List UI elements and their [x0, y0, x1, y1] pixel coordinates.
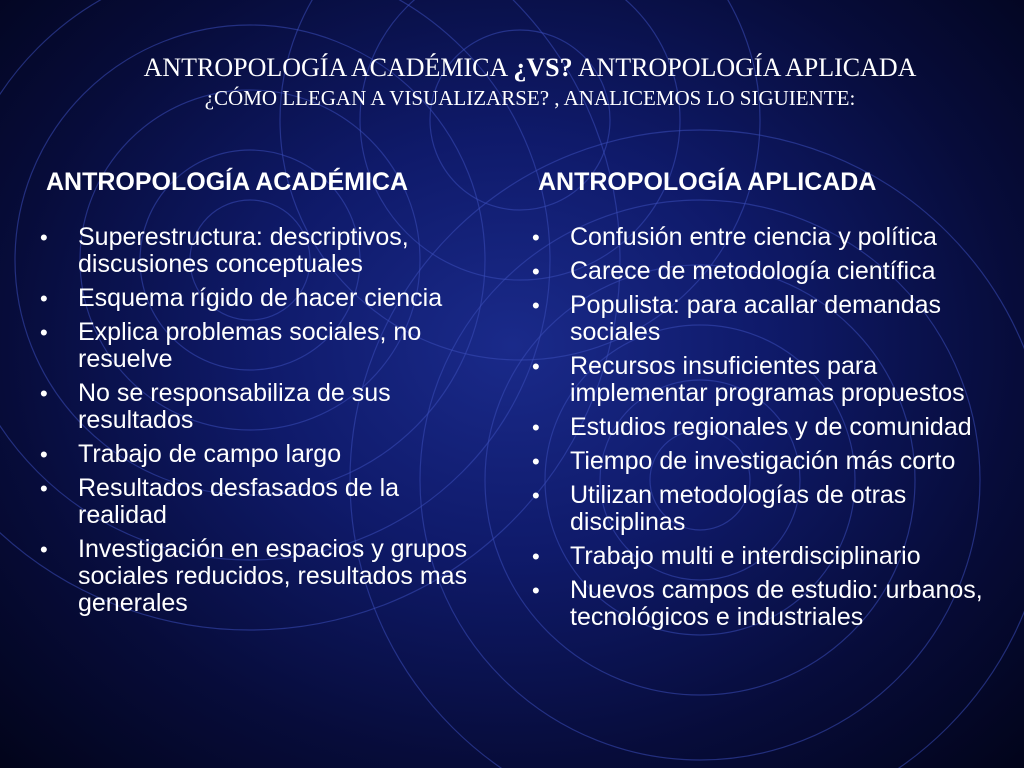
bullet-icon: •: [40, 225, 48, 250]
list-item-text: Recursos insuficientes para implementar programas propuestos: [570, 352, 965, 407]
list-item-text: Carece de metodología científica: [570, 257, 936, 285]
bullet-icon: •: [40, 442, 48, 467]
bullet-icon: •: [532, 225, 540, 250]
bullet-icon: •: [532, 483, 540, 508]
list-item: [40, 284, 486, 312]
list-item-text: Investigación en espacios y grupos sociales reducidos, resultados mas generales: [78, 535, 468, 617]
list-item-text: Tiempo de investigación más corto: [570, 447, 956, 475]
list-item-text: Confusión entre ciencia y política: [570, 223, 937, 251]
bullet-icon: •: [532, 578, 540, 603]
list-item-text: Trabajo de campo largo: [78, 440, 342, 468]
list-aplicada: [532, 223, 1008, 631]
title-part-academica: ANTROPOLOGÍA ACADÉMICA: [143, 53, 514, 82]
list-item: [532, 352, 1008, 407]
title-line-1: [40, 52, 1020, 84]
bullet-icon: •: [40, 537, 48, 562]
bullet-icon: •: [532, 415, 540, 440]
list-item-text: Estudios regionales y de comunidad: [570, 413, 972, 441]
title-line-2: ¿CÓMO LLEGAN A VISUALIZARSE? , ANALICEMOS LO SIGUIENTE:: [204, 86, 856, 110]
list-item: [532, 223, 1008, 251]
bullet-icon: •: [40, 476, 48, 501]
list-item: [40, 474, 486, 529]
list-item-text: Resultados desfasados de la realidad: [78, 474, 400, 529]
list-item: [532, 542, 1008, 570]
list-item: [532, 481, 1008, 536]
column-academica: [40, 166, 486, 624]
heading-aplicada: ANTROPOLOGÍA APLICADA: [538, 168, 877, 196]
list-item: [40, 440, 486, 468]
heading-academica: ANTROPOLOGÍA ACADÉMICA: [46, 168, 409, 196]
list-item-text: Utilizan metodologías de otras disciplinas: [570, 481, 907, 536]
slide-title: [40, 52, 1020, 112]
bullet-icon: •: [532, 544, 540, 569]
title-vs: ¿VS?: [513, 53, 573, 82]
list-item: [40, 318, 486, 373]
bullet-icon: •: [532, 354, 540, 379]
list-item-text: Superestructura: descriptivos, discusiones conceptuales: [78, 223, 409, 278]
bullet-icon: •: [532, 449, 540, 474]
title-part-aplicada: ANTROPOLOGÍA APLICADA: [572, 53, 917, 82]
list-item: [532, 257, 1008, 285]
list-item-text: No se responsabiliza de sus resultados: [78, 379, 391, 434]
list-item-text: Trabajo multi e interdisciplinario: [570, 542, 921, 570]
list-item: [532, 576, 1008, 631]
list-item-text: Explica problemas sociales, no resuelve: [78, 318, 422, 373]
list-item-text: Nuevos campos de estudio: urbanos, tecnológicos e industriales: [570, 576, 983, 631]
bullet-icon: •: [40, 286, 48, 311]
bullet-icon: •: [40, 381, 48, 406]
list-item: [532, 291, 1008, 346]
list-item: [532, 447, 1008, 475]
bullet-icon: •: [532, 259, 540, 284]
list-item: [40, 379, 486, 434]
bullet-icon: •: [40, 320, 48, 345]
list-item-text: Populista: para acallar demandas sociales: [570, 291, 942, 346]
list-item-text: Esquema rígido de hacer ciencia: [78, 284, 443, 312]
list-item: [40, 223, 486, 278]
list-item: [40, 535, 486, 617]
list-item: [532, 413, 1008, 441]
list-academica: [40, 223, 486, 617]
column-aplicada: [532, 166, 1008, 638]
bullet-icon: •: [532, 293, 540, 318]
